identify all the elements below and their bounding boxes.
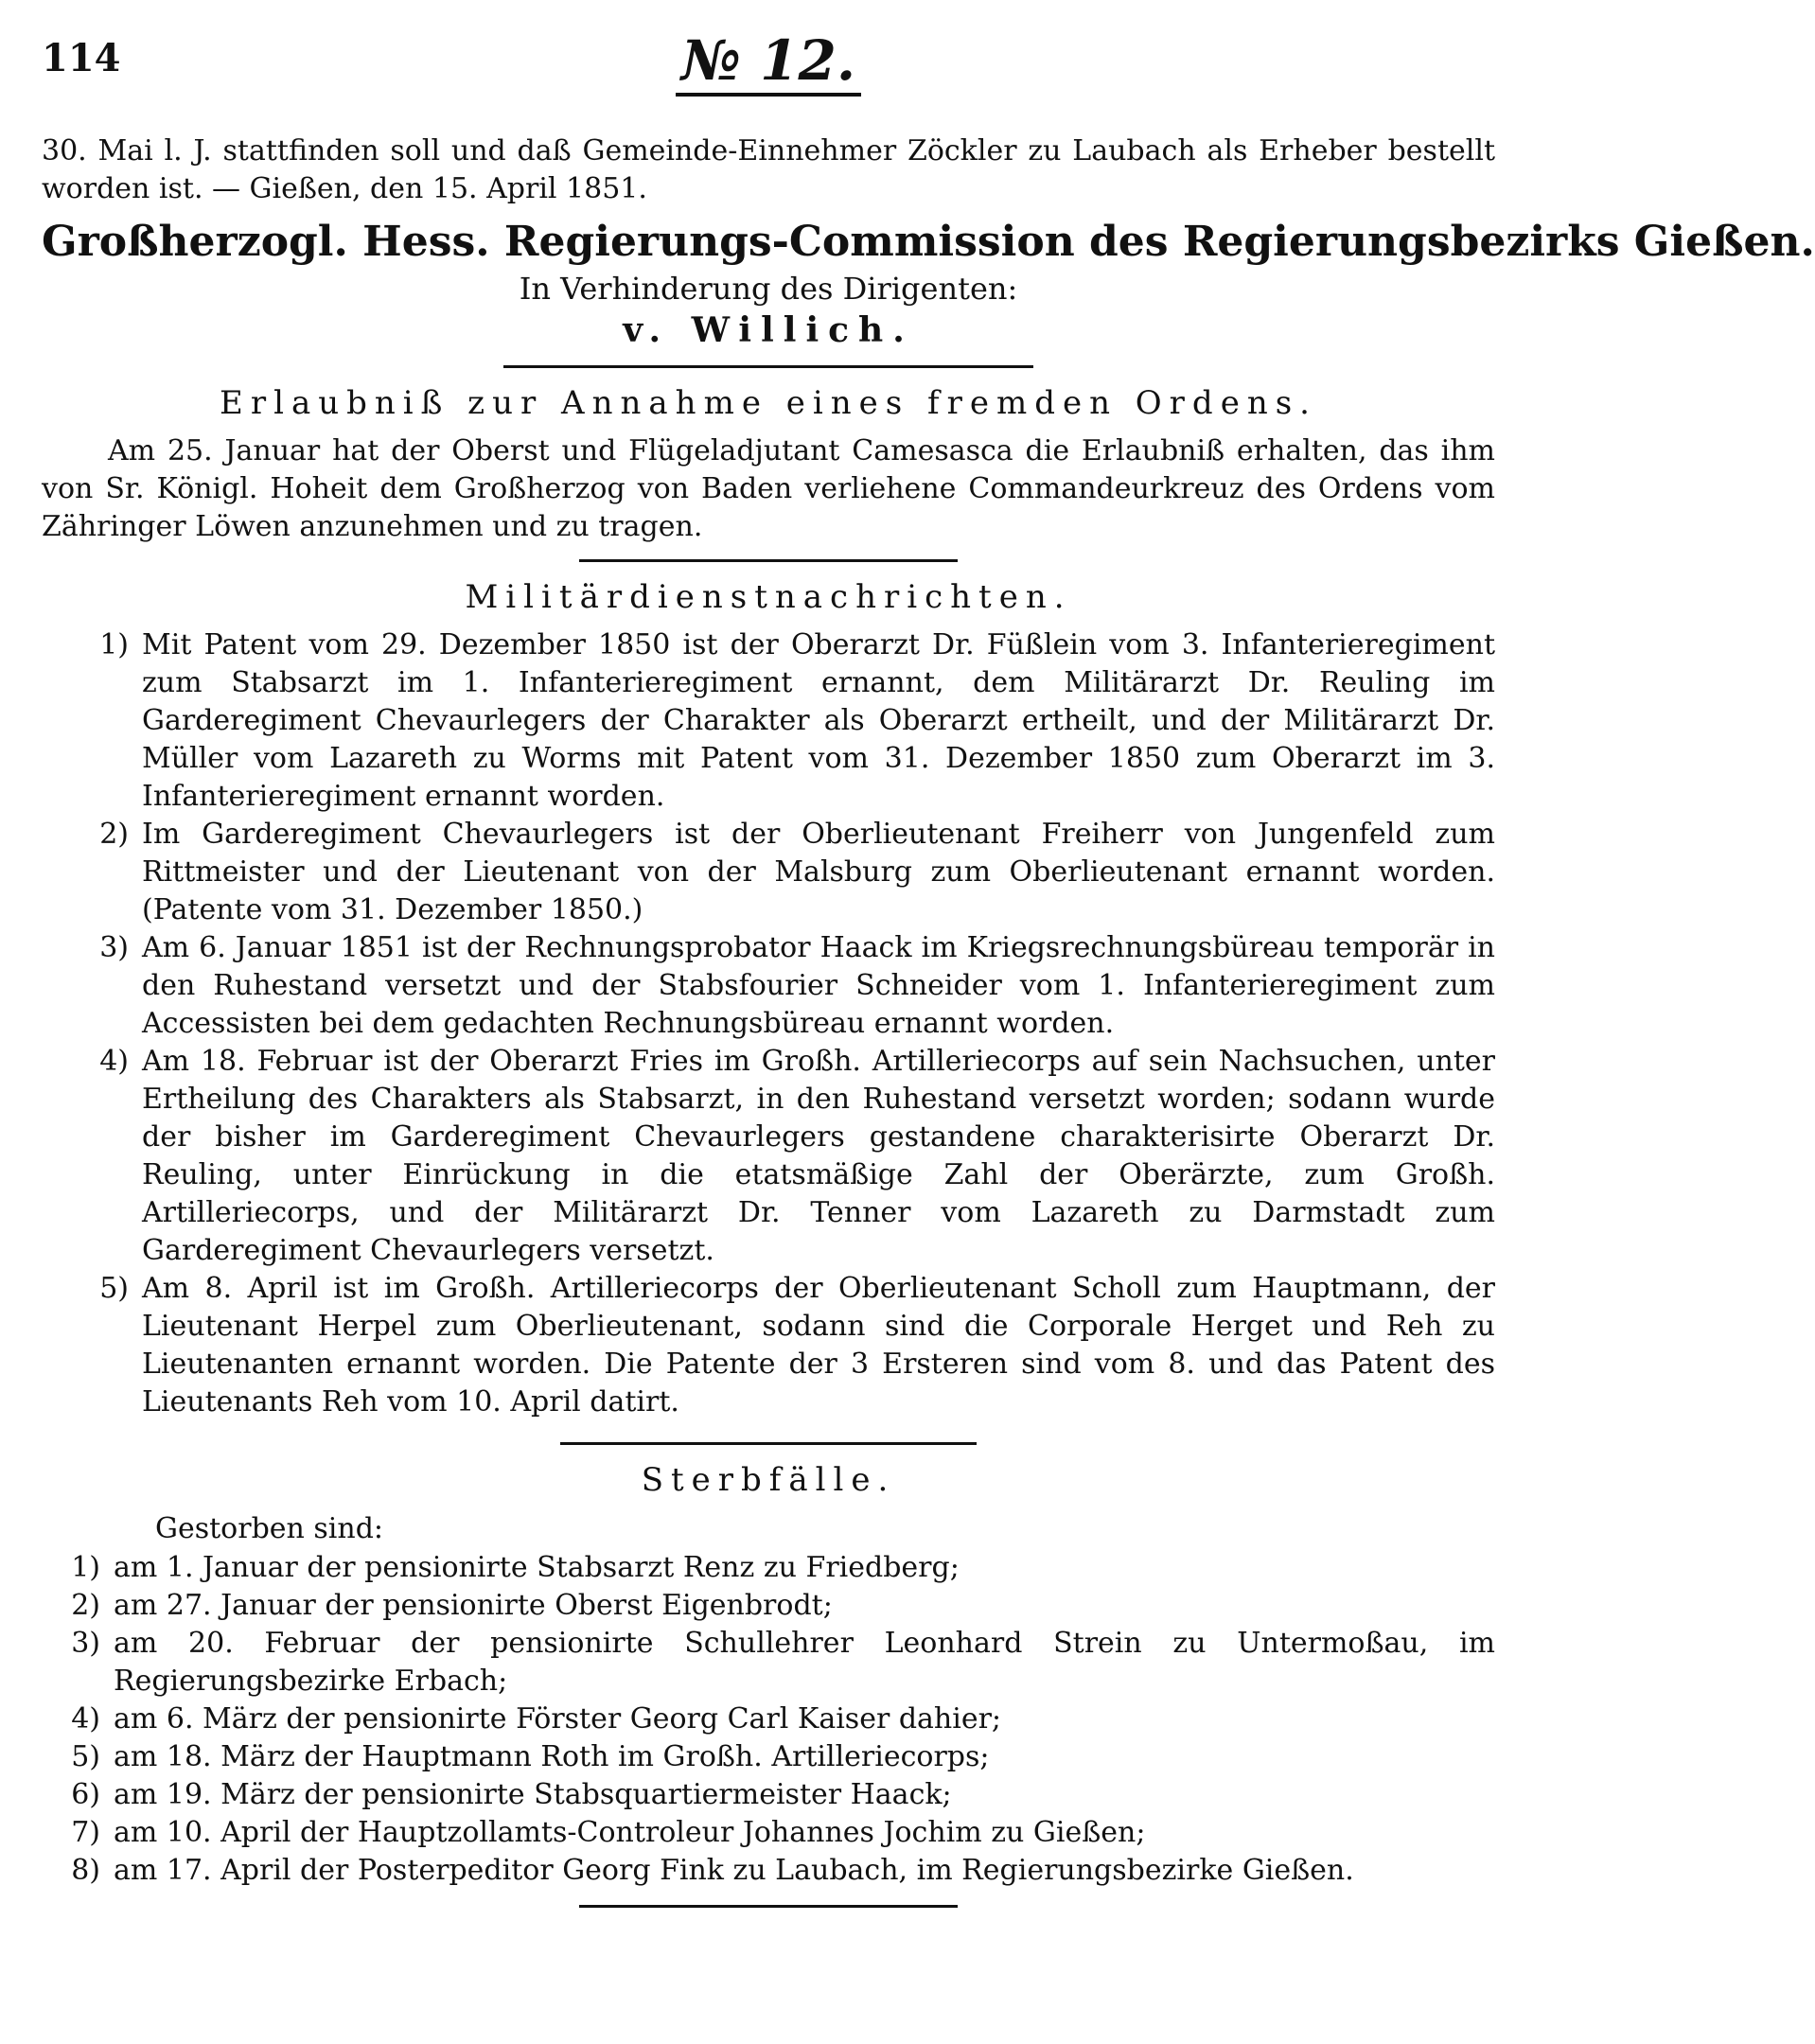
content (42, 132, 1815, 1921)
authority-title: Großherzogl. Hess. Regierungs-Commission des Regierungsbezirks Gießen. (42, 218, 1815, 266)
divider (579, 1905, 958, 1908)
list-item (42, 1043, 1495, 1270)
issue-number (42, 28, 1495, 93)
item-text: Im Garderegiment Chevaurlegers ist der Oberlieutenant Freiherr von Jungenfeld zum Rittmeister und der Lieutenant von der Malsburg zum Oberlieutenant ernannt worden. (Patente vom 31. Dezember 1850.) (142, 818, 1495, 926)
item-number: 3) (99, 931, 129, 964)
list-item (42, 816, 1495, 929)
item-text: Am 6. Januar 1851 ist der Rechnungsprobator Haack im Kriegsrechnungsbüreau temporär in den Ruhestand versetzt und der Stabsfourier Schneider vom 1. Infanterieregiment zum Accessisten bei dem gedachten Rechnungsbüreau ernannt worden. (142, 931, 1495, 1040)
list-item (42, 1549, 1495, 1587)
item-text: am 10. April der Hauptzollamts-Controleur Johannes Jochim zu Gießen; (114, 1816, 1146, 1849)
list-item (42, 1587, 1495, 1625)
item-number: 1) (99, 628, 129, 661)
continuation-text: 30. Mai l. J. stattfinden soll und daß Gemeinde-Einnehmer Zöckler zu Laubach als Erheber bestellt worden ist. — Gießen, den 15. April 1851. (42, 134, 1495, 205)
order-paragraph: Am 25. Januar hat der Oberst und Flügeladjutant Camesasca die Erlaubniß erhalten, das ihm von Sr. Königl. Hoheit dem Großherzog von Baden verliehene Commandeurkreuz des Ordens vom Zähringer Löwen anzunehmen und zu tragen. (42, 434, 1495, 543)
item-text: Am 18. Februar ist der Oberarzt Fries im Großh. Artilleriecorps auf sein Nachsuchen, unter Ertheilung des Charakters als Stabsarzt, in den Ruhestand versetzt worden; sodann wurde der bisher im Garderegiment Chevaurlegers gestandene charakterisirte Oberarzt Dr. Reuling, unter Einrückung in die etatsmäßige Zahl der Oberärzte, zum Großh. Artilleriecorps, und der Militärarzt Dr. Tenner vom Lazareth zu Darmstadt zum Garderegiment Chevaurlegers versetzt. (142, 1045, 1495, 1267)
item-number: 2) (99, 818, 129, 851)
section-title-order: Erlaubniß zur Annahme eines fremden Ordens. (220, 384, 1317, 422)
item-number: 3) (71, 1627, 100, 1660)
item-number: 5) (99, 1272, 129, 1305)
list-item (42, 1270, 1495, 1421)
divider (503, 365, 1033, 368)
authority-subtitle: In Verhinderung des Dirigenten: (519, 271, 1018, 307)
list-item (42, 1625, 1495, 1700)
deaths-intro: Gestorben sind: (155, 1512, 384, 1545)
list-item (42, 1814, 1495, 1852)
item-text: am 6. März der pensionirte Förster Georg Carl Kaiser dahier; (114, 1702, 1002, 1736)
list-item (42, 929, 1495, 1043)
divider (579, 559, 958, 562)
section-title-deaths: Sterbfälle. (641, 1461, 896, 1499)
page-number: 114 (42, 36, 121, 80)
item-number: 7) (71, 1816, 100, 1849)
item-text: am 27. Januar der pensionirte Oberst Eigenbrodt; (114, 1589, 833, 1622)
item-text: Mit Patent vom 29. Dezember 1850 ist der Oberarzt Dr. Füßlein vom 3. Infanterieregiment zum Stabsarzt im 1. Infanterieregiment ernannt, dem Militärarzt Dr. Reuling im Garderegiment Chevaurlegers der Charakter als Oberarzt ertheilt, und der Militärarzt Dr. Müller vom Lazareth zu Worms mit Patent vom 31. Dezember 1850 zum Oberarzt im 3. Infanterieregiment ernannt worden. (142, 628, 1495, 813)
signature: v. Willich. (623, 310, 914, 350)
item-text: am 18. März der Hauptmann Roth im Großh. Artilleriecorps; (114, 1740, 990, 1773)
item-text: am 1. Januar der pensionirte Stabsarzt Renz zu Friedberg; (114, 1551, 960, 1584)
divider (560, 1442, 977, 1445)
list-item (42, 1738, 1495, 1776)
item-text: Am 8. April ist im Großh. Artilleriecorps der Oberlieutenant Scholl zum Hauptmann, der Lieutenant Herpel zum Oberlieutenant, sodann sind die Corporale Herget und Reh zu Lieutenanten ernannt worden. Die Patente der 3 Ersteren sind vom 8. und das Patent des Lieutenants Reh vom 10. April datirt. (142, 1272, 1495, 1418)
item-text: am 20. Februar der pensionirte Schullehrer Leonhard Strein zu Untermoßau, im Regierungsbezirke Erbach; (114, 1627, 1495, 1698)
list-item (42, 626, 1495, 816)
page-header (42, 28, 1495, 104)
item-number: 5) (71, 1740, 100, 1773)
section-title-military: Militärdienstnachrichten. (465, 578, 1072, 616)
item-number: 2) (71, 1589, 100, 1622)
issue-number-text: № 12. (676, 28, 861, 97)
item-number: 4) (71, 1702, 100, 1736)
list-item (42, 1852, 1495, 1890)
item-number: 8) (71, 1854, 100, 1887)
item-number: 4) (99, 1045, 129, 1078)
list-item (42, 1776, 1495, 1814)
item-number: 1) (71, 1551, 100, 1584)
item-text: am 19. März der pensionirte Stabsquartiermeister Haack; (114, 1778, 952, 1811)
item-number: 6) (71, 1778, 100, 1811)
item-text: am 17. April der Posterpeditor Georg Fink zu Laubach, im Regierungsbezirke Gießen. (114, 1854, 1354, 1887)
list-item (42, 1700, 1495, 1738)
